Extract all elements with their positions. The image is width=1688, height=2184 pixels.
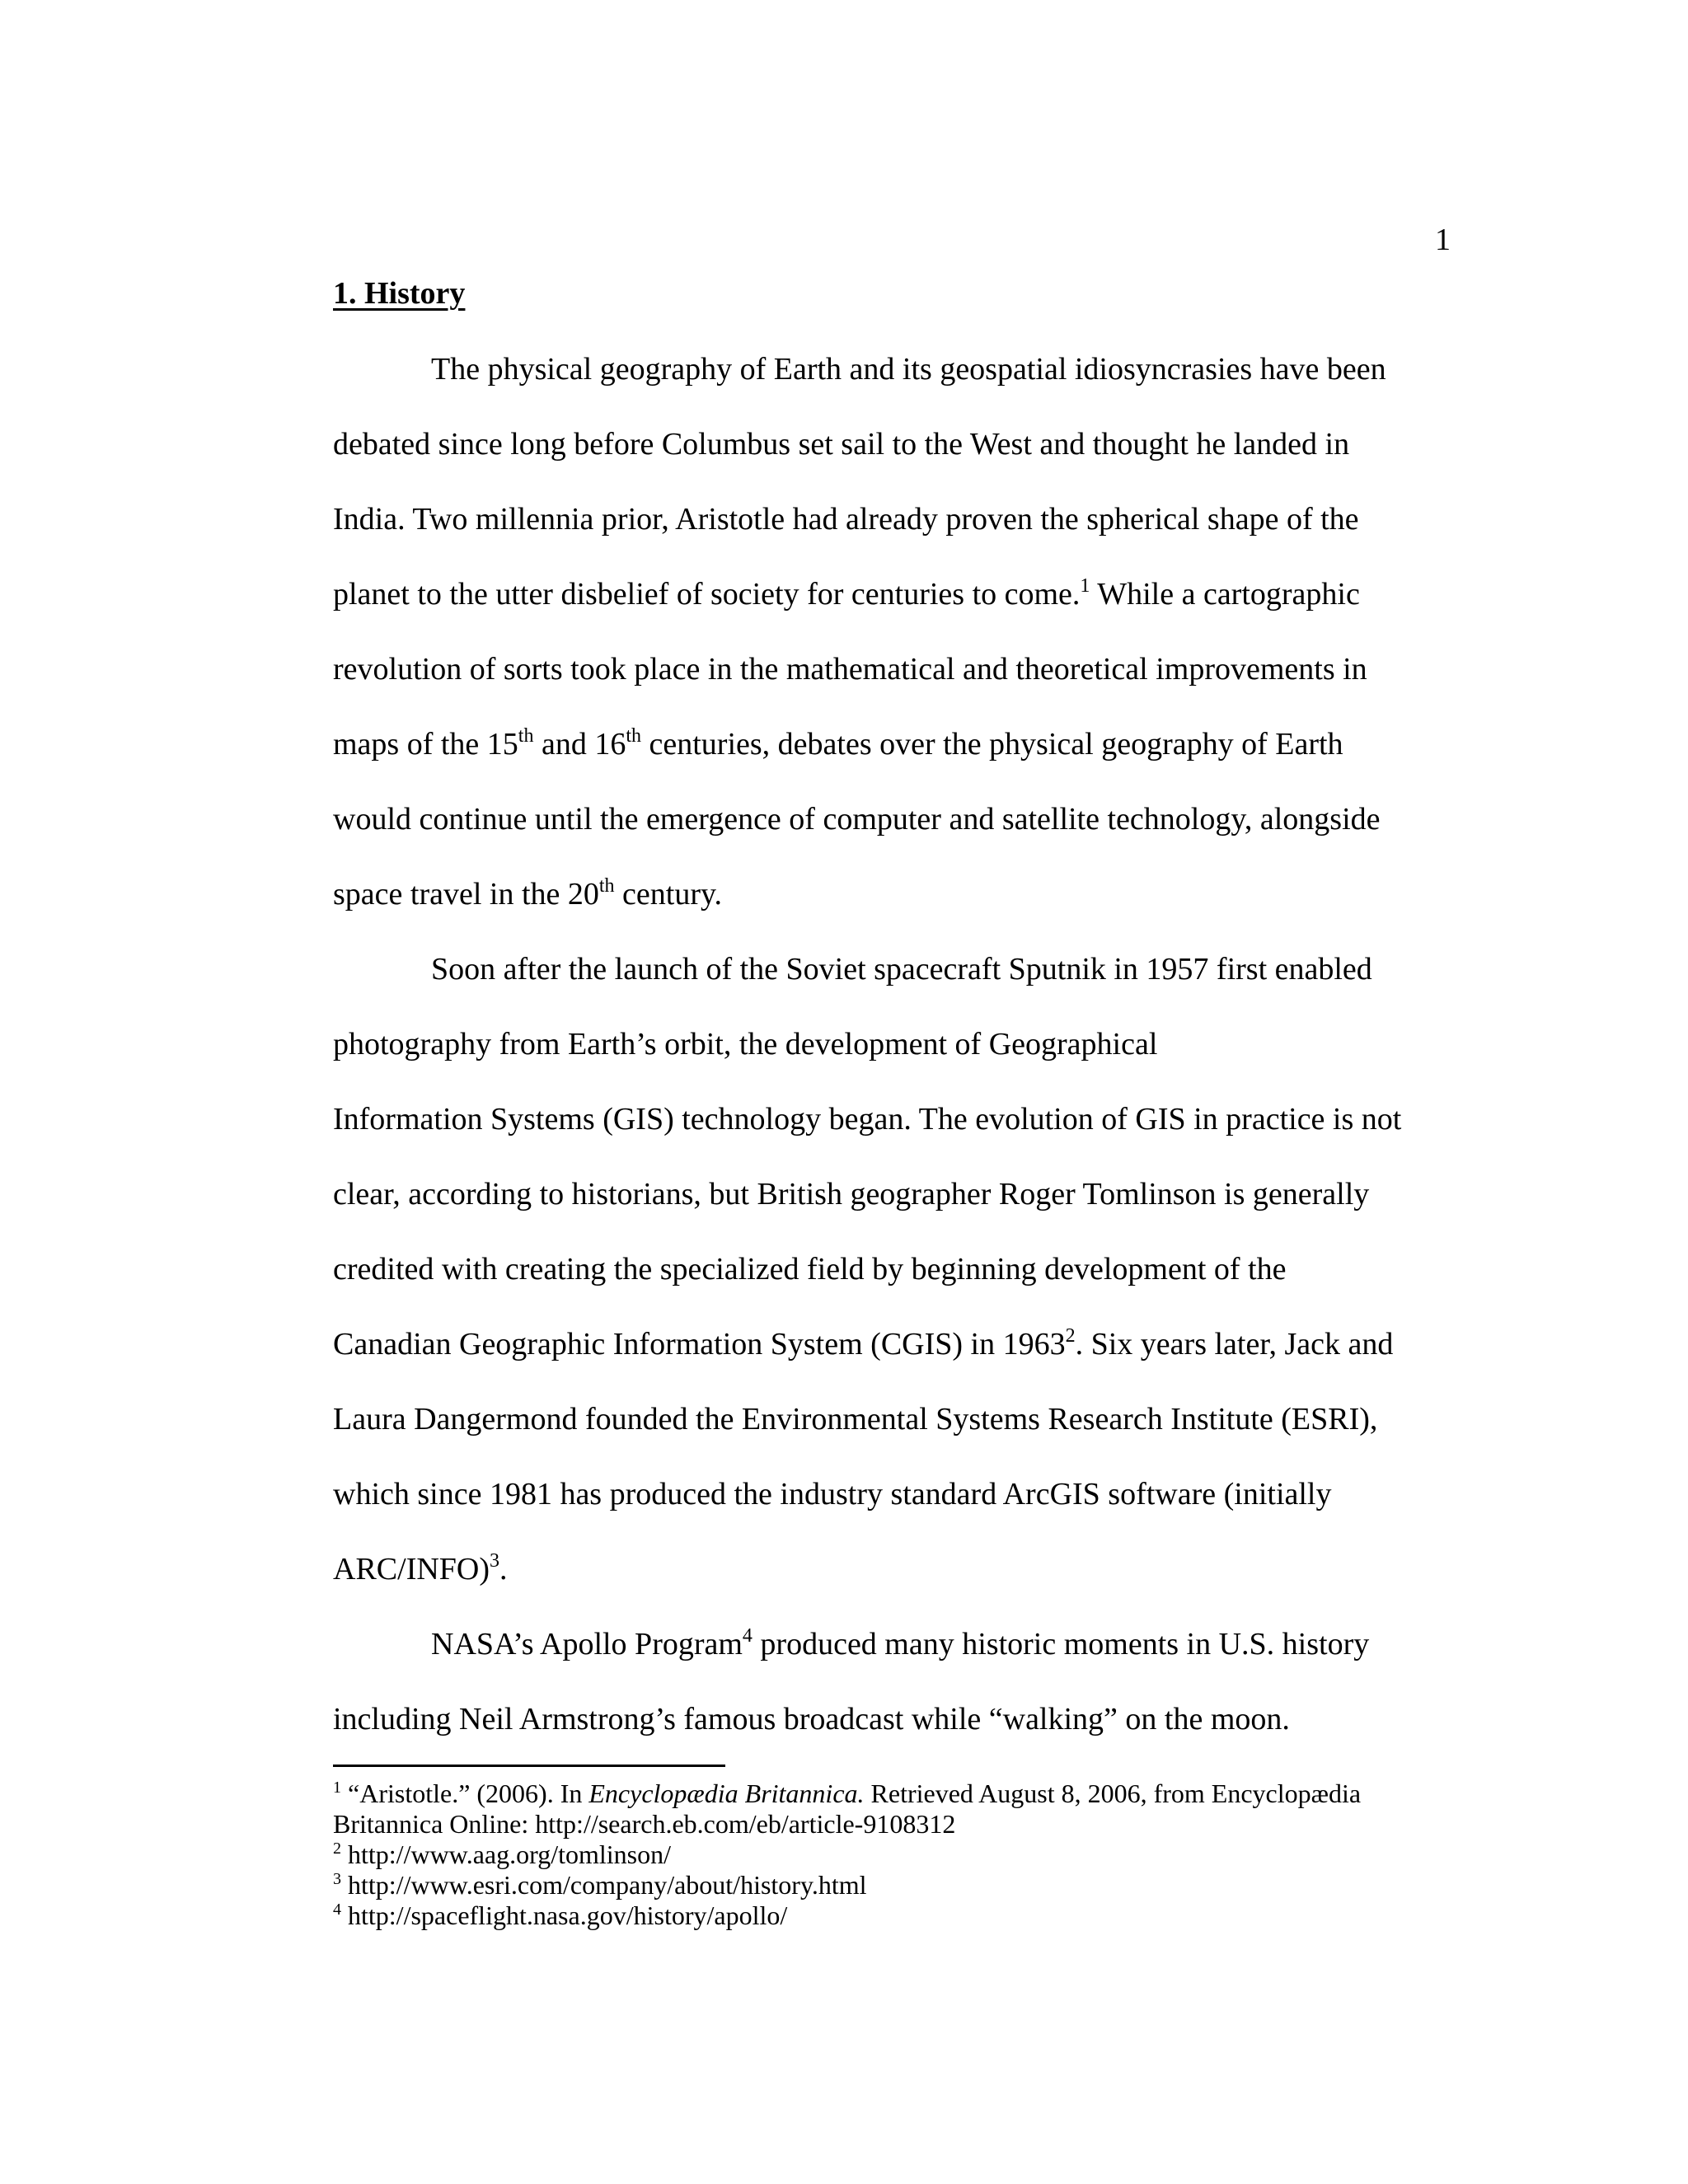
footnote-separator <box>333 1765 725 1767</box>
body-line: Soon after the launch of the Soviet spacecraft Sputnik in 1957 first enabled <box>431 952 1372 987</box>
body-line: Canadian Geographic Information System (CGIS) in 1963$^2$. Six years later, Jack and <box>333 1325 1394 1361</box>
section-heading: 1. History <box>333 276 466 311</box>
footnote-marker: 4 <box>333 1900 341 1919</box>
body-line: revolution of sorts took place in the mathematical and theoretical improvements in <box>333 652 1367 687</box>
body-line: which since 1981 has produced the industry standard ArcGIS software (initially <box>333 1477 1332 1511</box>
footnote-continuation: Britannica Online: http://search.eb.com/eb/article-9108312 <box>333 1809 956 1839</box>
footnote-marker: 3 <box>333 1870 341 1888</box>
body-line: India. Two millennia prior, Aristotle had already proven the spherical shape of the <box>333 502 1359 537</box>
body-line: including Neil Armstrong’s famous broadcast while “walking” on the moon. <box>333 1702 1290 1736</box>
body-line: credited with creating the specialized field by beginning development of the <box>333 1252 1287 1286</box>
footnote: $^2$ http://www.aag.org/tomlinson/ <box>333 1840 671 1869</box>
footnote-ref: 1 <box>1080 575 1090 597</box>
ordinal-suffix: th <box>626 725 642 747</box>
page-number: 1 <box>1435 223 1451 257</box>
footnote-marker: 2 <box>333 1840 341 1858</box>
body-line: ARC/INFO)$^3$. <box>333 1550 508 1586</box>
footnote-ref: 4 <box>742 1625 753 1647</box>
footnote-ref: 3 <box>490 1550 500 1572</box>
body-line: The physical geography of Earth and its geospatial idiosyncrasies have been <box>431 352 1386 387</box>
footnote: $^3$ http://www.esri.com/company/about/history.html <box>333 1870 867 1900</box>
footnote-marker: 1 <box>333 1779 341 1797</box>
body-line: Laura Dangermond founded the Environmental Systems Research Institute (ESRI), <box>333 1402 1378 1436</box>
body-line: photography from Earth’s orbit, the development of Geographical <box>333 1027 1158 1062</box>
body-line: clear, according to historians, but British geographer Roger Tomlinson is generally <box>333 1177 1370 1212</box>
ordinal-suffix: th <box>598 875 615 897</box>
footnote-ref: 2 <box>1065 1325 1076 1347</box>
body-line: planet to the utter disbelief of society for centuries to come.$^1$ While a cartographic <box>333 575 1360 612</box>
footnote: $^1$ “Aristotle.” (2006). In Encyclopædia Britannica. Retrieved August 8, 2006, from Encyclopædia <box>333 1779 1362 1808</box>
footnote: $^4$ http://spaceflight.nasa.gov/history/apollo/ <box>333 1900 788 1930</box>
body-line: would continue until the emergence of computer and satellite technology, alongside <box>333 802 1381 837</box>
body-line: Information Systems (GIS) technology began. The evolution of GIS in practice is not <box>333 1102 1402 1137</box>
body-line: debated since long before Columbus set sail to the West and thought he landed in <box>333 427 1350 462</box>
body-line: maps of the 15th and 16th centuries, debates over the physical geography of Earth <box>333 725 1343 762</box>
ordinal-suffix: th <box>518 725 534 747</box>
body-line: NASA’s Apollo Program$^4$ produced many historic moments in U.S. history <box>431 1625 1370 1661</box>
body-line: space travel in the 20th century. <box>333 875 723 912</box>
